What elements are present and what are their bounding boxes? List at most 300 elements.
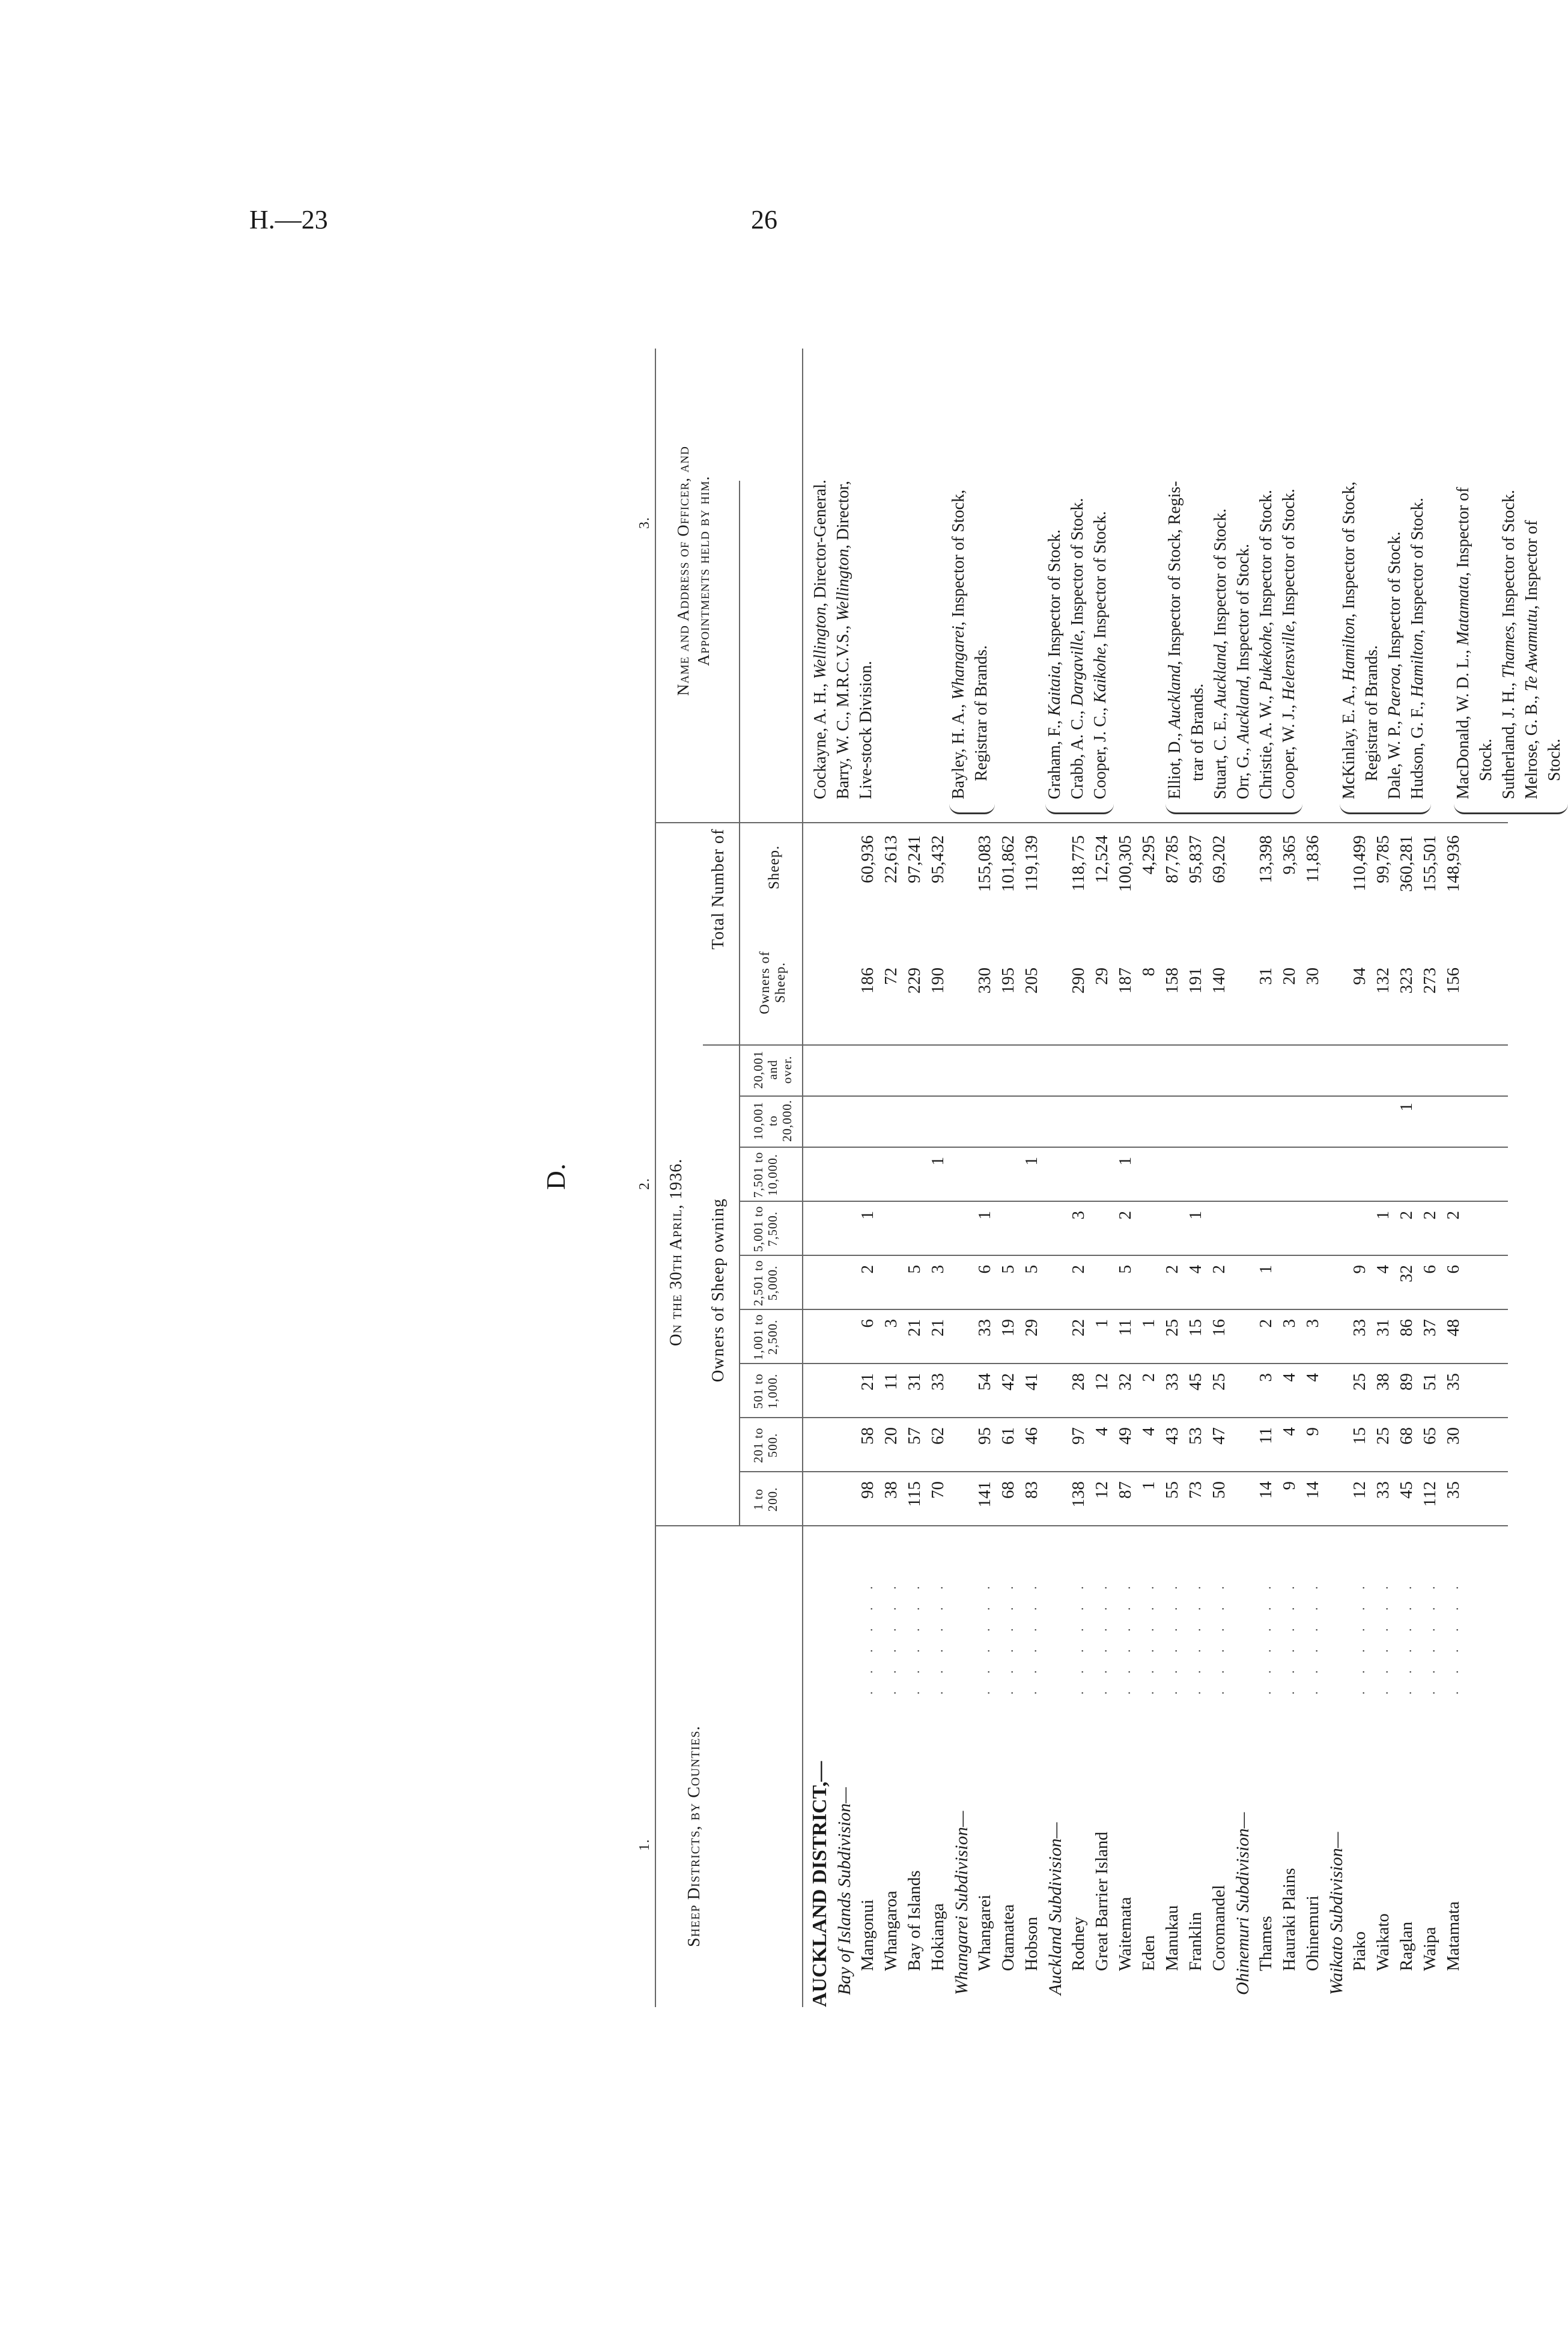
officer-role: , Inspector of Stock. bbox=[1068, 498, 1087, 634]
owner-count-cell: 1 bbox=[1139, 1319, 1158, 1328]
owner-count-cell: 46 bbox=[1022, 1427, 1041, 1445]
leader-dots: . . . . . . bbox=[1423, 1579, 1438, 1695]
size-col-rule bbox=[739, 1309, 1508, 1310]
total-sheep-cell: 110,499 bbox=[1350, 835, 1369, 892]
owner-count-cell: 11 bbox=[1256, 1427, 1275, 1444]
officer-line bbox=[949, 490, 968, 799]
officer-line bbox=[811, 480, 830, 799]
total-owners-cell: 323 bbox=[1397, 967, 1416, 994]
owner-count-cell: 4 bbox=[1280, 1373, 1299, 1382]
owner-count-cell: 68 bbox=[1397, 1427, 1416, 1445]
owner-count-cell: 53 bbox=[1186, 1427, 1205, 1445]
officer-line bbox=[1454, 487, 1473, 799]
header-rule-mid bbox=[739, 481, 740, 1526]
total-sheep-cell: 9,365 bbox=[1280, 835, 1299, 875]
owner-count-cell: 4 bbox=[1092, 1427, 1111, 1436]
officer-line bbox=[1363, 645, 1382, 781]
column-number-2: 2. bbox=[637, 1178, 652, 1190]
officer-town: Kaitaia bbox=[1045, 665, 1064, 716]
leader-dots: . . . . . . bbox=[1212, 1579, 1227, 1695]
size-col-rule bbox=[739, 1147, 1508, 1148]
owner-count-cell: 89 bbox=[1397, 1373, 1416, 1391]
owner-count-cell: 3 bbox=[1303, 1319, 1322, 1328]
officer-name: Hudson, G. F., bbox=[1408, 697, 1427, 799]
officer-name: MacDonald, W. D. L., bbox=[1454, 645, 1472, 799]
officer-role: , Inspector of Stock, Regis- bbox=[1165, 481, 1184, 665]
owner-count-cell: 4 bbox=[1303, 1373, 1322, 1382]
owner-count-cell: 2 bbox=[858, 1265, 877, 1274]
size-col-rule bbox=[739, 1255, 1508, 1256]
county-name: Coromandel bbox=[1209, 1885, 1229, 1971]
owner-count-cell: 5 bbox=[1116, 1265, 1135, 1274]
owner-count-cell: 2 bbox=[1069, 1265, 1088, 1274]
total-owners-cell: 156 bbox=[1444, 967, 1463, 994]
officer-role: , Inspector of Stock. bbox=[1408, 498, 1427, 634]
county-name: Piako bbox=[1350, 1931, 1369, 1971]
owner-count-cell: 68 bbox=[998, 1481, 1018, 1499]
officer-name: Stock. bbox=[1477, 739, 1495, 781]
officer-role: , Inspector of Stock. bbox=[1045, 529, 1064, 666]
officer-role: , Inspector of Stock. bbox=[1280, 489, 1298, 625]
size-class-header: 201 to 500. bbox=[751, 1427, 780, 1463]
owner-count-cell: 58 bbox=[858, 1427, 877, 1445]
officer-name: Melrose, G. B., bbox=[1522, 691, 1541, 799]
header-sheep: Sheep. bbox=[766, 845, 782, 889]
owner-count-cell: 41 bbox=[1022, 1373, 1041, 1391]
leader-dots: . . . . . . bbox=[1282, 1579, 1297, 1695]
total-owners-cell: 229 bbox=[905, 967, 924, 994]
owner-count-cell: 25 bbox=[1209, 1373, 1229, 1391]
size-class-header: 7,501 to 10,000. bbox=[751, 1151, 780, 1198]
county-name: Manukau bbox=[1162, 1905, 1182, 1971]
leader-dots: . . . . . . bbox=[1141, 1579, 1156, 1695]
owner-count-cell: 141 bbox=[975, 1481, 994, 1508]
total-owners-cell: 186 bbox=[858, 967, 877, 994]
owner-count-cell: 2 bbox=[1209, 1265, 1229, 1274]
group-brace bbox=[1454, 804, 1568, 814]
subdivision-title: Whangarei Subdivision— bbox=[952, 1811, 971, 1995]
owner-count-cell: 15 bbox=[1350, 1427, 1369, 1445]
owner-count-cell: 70 bbox=[928, 1481, 947, 1499]
officer-role: , Inspector of bbox=[1454, 487, 1472, 577]
size-class-header: 10,001 to 20,000. bbox=[751, 1100, 794, 1142]
size-class-header: 501 to 1,000. bbox=[751, 1373, 780, 1409]
officer-town: Hamilton bbox=[1408, 633, 1427, 698]
total-owners-cell: 140 bbox=[1209, 967, 1229, 994]
officer-town: Wellington bbox=[811, 606, 830, 680]
owner-count-cell: 115 bbox=[905, 1481, 924, 1507]
total-sheep-cell: 4,295 bbox=[1139, 835, 1158, 875]
owner-count-cell: 45 bbox=[1397, 1481, 1416, 1499]
leader-dots: . . . . . . bbox=[1188, 1579, 1203, 1695]
subdivision-title: Waikato Subdivision— bbox=[1326, 1832, 1346, 1995]
officer-role: , Inspector of bbox=[1522, 520, 1541, 610]
owner-count-cell: 35 bbox=[1444, 1373, 1463, 1391]
owner-count-cell: 21 bbox=[858, 1373, 877, 1391]
officer-town: Wellington bbox=[834, 549, 852, 621]
owner-count-cell: 3 bbox=[1256, 1373, 1275, 1382]
owner-count-cell: 1 bbox=[1092, 1319, 1111, 1328]
owner-count-cell: 12 bbox=[1092, 1373, 1111, 1391]
officer-line bbox=[1234, 544, 1253, 799]
total-sheep-cell: 155,083 bbox=[975, 835, 994, 892]
owner-count-cell: 97 bbox=[1069, 1427, 1088, 1445]
owner-count-cell: 25 bbox=[1373, 1427, 1393, 1445]
officer-town: Auckland bbox=[1234, 680, 1253, 744]
owner-count-cell: 57 bbox=[905, 1427, 924, 1445]
officer-name: Dale, W. P., bbox=[1385, 716, 1404, 799]
total-sheep-cell: 101,862 bbox=[998, 835, 1018, 892]
officer-town: Dargaville bbox=[1068, 633, 1087, 707]
owner-count-cell: 25 bbox=[1350, 1373, 1369, 1391]
owner-count-cell: 95 bbox=[975, 1427, 994, 1445]
group-brace bbox=[1045, 804, 1114, 814]
group-brace bbox=[1340, 804, 1431, 814]
officer-line bbox=[1522, 520, 1542, 799]
subdivision-title: Bay of Islands Subdivision— bbox=[834, 1787, 854, 1995]
officer-town: Kaikohe bbox=[1091, 647, 1110, 704]
owner-count-cell: 2 bbox=[1162, 1265, 1182, 1274]
header-officer-name-address: Name and Address of Officer, and Appointments held by him. bbox=[674, 446, 713, 696]
header-rule-bottom bbox=[802, 349, 803, 2007]
county-name: Hokianga bbox=[928, 1903, 947, 1971]
total-sheep-cell: 60,936 bbox=[858, 835, 877, 883]
officer-line bbox=[834, 481, 853, 799]
officer-role: , Inspector of Stock. bbox=[1500, 490, 1518, 626]
officer-line bbox=[972, 645, 991, 781]
owner-count-cell: 11 bbox=[881, 1373, 901, 1390]
leader-dots: . . . . . . bbox=[1001, 1579, 1016, 1695]
total-owners-cell: 290 bbox=[1069, 967, 1088, 994]
total-sheep-cell: 99,785 bbox=[1373, 835, 1393, 883]
leader-dots: . . . . . . bbox=[1352, 1579, 1367, 1695]
county-name: Ohinemuri bbox=[1303, 1895, 1322, 1971]
officer-town: Hamilton bbox=[1340, 617, 1358, 681]
owner-count-cell: 73 bbox=[1186, 1481, 1205, 1499]
leader-dots: . . . . . . bbox=[1446, 1579, 1461, 1695]
officer-line bbox=[1477, 739, 1496, 781]
owner-count-cell: 3 bbox=[928, 1265, 947, 1274]
officer-name: Elliot, D., bbox=[1165, 728, 1184, 799]
county-name: Thames bbox=[1256, 1916, 1275, 1971]
officer-role: , Director-General. bbox=[811, 480, 830, 607]
total-owners-cell: 205 bbox=[1022, 967, 1041, 994]
owner-count-cell: 5 bbox=[1022, 1265, 1041, 1274]
group-brace bbox=[1165, 804, 1302, 814]
total-owners-cell: 132 bbox=[1373, 967, 1393, 994]
owner-count-cell: 2 bbox=[1139, 1373, 1158, 1382]
owner-count-cell: 38 bbox=[881, 1481, 901, 1499]
county-name: Eden bbox=[1139, 1935, 1158, 1971]
officer-town: Te Awamutu bbox=[1522, 609, 1541, 692]
county-name: Mangonui bbox=[858, 1899, 877, 1971]
officer-line bbox=[1188, 683, 1208, 781]
owner-count-cell: 50 bbox=[1209, 1481, 1229, 1499]
officer-role: , Inspector of Stock, bbox=[949, 489, 968, 626]
leader-dots: . . . . . . bbox=[1259, 1579, 1274, 1695]
owner-count-cell: 48 bbox=[1444, 1319, 1463, 1336]
owner-count-cell: 2 bbox=[1397, 1211, 1416, 1220]
owner-count-cell: 49 bbox=[1116, 1427, 1135, 1445]
owner-count-cell: 2 bbox=[1444, 1211, 1463, 1220]
total-sheep-cell: 22,613 bbox=[881, 835, 901, 883]
county-name: Waikato bbox=[1373, 1913, 1393, 1971]
owner-count-cell: 6 bbox=[1444, 1265, 1463, 1274]
owner-count-cell: 1 bbox=[1186, 1211, 1205, 1220]
owner-count-cell: 1 bbox=[1373, 1211, 1393, 1220]
owner-count-cell: 2 bbox=[1420, 1211, 1439, 1220]
owner-count-cell: 12 bbox=[1092, 1481, 1111, 1499]
col-rule-2 bbox=[703, 1044, 1508, 1046]
total-sheep-cell: 11,836 bbox=[1303, 835, 1322, 883]
col-rule-1 bbox=[655, 1525, 1508, 1526]
size-class-header: 20,001 and over. bbox=[751, 1050, 794, 1089]
owner-count-cell: 4 bbox=[1139, 1427, 1158, 1436]
owner-count-cell: 5 bbox=[905, 1265, 924, 1274]
owner-count-cell: 9 bbox=[1350, 1265, 1369, 1274]
county-name: Waitemata bbox=[1116, 1897, 1135, 1971]
owner-count-cell: 31 bbox=[1373, 1319, 1393, 1336]
officer-line bbox=[1165, 481, 1185, 799]
total-sheep-cell: 95,432 bbox=[928, 835, 947, 883]
officer-name: Orr, G., bbox=[1234, 743, 1253, 799]
leader-dots: . . . . . . bbox=[1305, 1579, 1320, 1695]
county-name: Waipa bbox=[1420, 1927, 1439, 1971]
col-rule-3 bbox=[655, 822, 1508, 823]
owner-count-cell: 14 bbox=[1303, 1481, 1322, 1499]
officer-name: Barry, W. C., M.R.C.V.S., bbox=[834, 621, 852, 799]
owner-count-cell: 3 bbox=[1280, 1319, 1299, 1328]
total-sheep-cell: 118,775 bbox=[1069, 835, 1088, 892]
owner-count-cell: 15 bbox=[1186, 1319, 1205, 1336]
owner-count-cell: 1 bbox=[1116, 1157, 1135, 1166]
total-sheep-cell: 360,281 bbox=[1397, 835, 1416, 892]
officer-line bbox=[1091, 511, 1110, 800]
owner-count-cell: 33 bbox=[1350, 1319, 1369, 1336]
owner-count-cell: 1 bbox=[1139, 1481, 1158, 1490]
size-col-rule bbox=[739, 1471, 1508, 1472]
leader-dots: . . . . . . bbox=[884, 1579, 899, 1695]
officer-town: Helensville bbox=[1280, 624, 1298, 701]
total-sheep-cell: 155,501 bbox=[1420, 835, 1439, 892]
owner-count-cell: 87 bbox=[1116, 1481, 1135, 1499]
officer-line bbox=[1045, 529, 1065, 799]
leader-dots: . . . . . . bbox=[1118, 1579, 1133, 1695]
total-owners-cell: 330 bbox=[975, 967, 994, 994]
size-class-header: 2,501 to 5,000. bbox=[751, 1260, 780, 1306]
group-brace bbox=[949, 804, 995, 814]
size-col-rule bbox=[739, 1095, 1508, 1097]
county-name: Whangaroa bbox=[881, 1891, 901, 1971]
owner-count-cell: 11 bbox=[1116, 1319, 1135, 1336]
size-class-header: 1,001 to 2,500. bbox=[751, 1314, 780, 1361]
total-sheep-cell: 13,398 bbox=[1256, 835, 1275, 883]
owner-count-cell: 9 bbox=[1280, 1481, 1299, 1490]
county-name: Bay of Islands bbox=[905, 1870, 924, 1971]
total-owners-cell: 8 bbox=[1139, 967, 1158, 977]
page-number: 26 bbox=[751, 205, 777, 234]
total-owners-cell: 72 bbox=[881, 967, 901, 985]
header-total-number-of: Total Number of bbox=[709, 828, 728, 949]
owner-count-cell: 9 bbox=[1303, 1427, 1322, 1436]
total-sheep-cell: 12,524 bbox=[1092, 835, 1111, 883]
owner-count-cell: 43 bbox=[1162, 1427, 1182, 1445]
owner-count-cell: 55 bbox=[1162, 1481, 1182, 1499]
owner-count-cell: 65 bbox=[1420, 1427, 1439, 1445]
owner-count-cell: 6 bbox=[1420, 1265, 1439, 1274]
officer-role: , Inspector of Stock. bbox=[1257, 490, 1275, 626]
owner-count-cell: 30 bbox=[1444, 1427, 1463, 1445]
owner-count-cell: 14 bbox=[1256, 1481, 1275, 1499]
district-title: AUCKLAND DISTRICT,— bbox=[809, 1761, 831, 2007]
leader-dots: . . . . . . bbox=[1376, 1579, 1391, 1695]
officer-line bbox=[1280, 489, 1299, 799]
county-name: Raglan bbox=[1397, 1921, 1416, 1971]
officer-town: Paeroa bbox=[1385, 667, 1404, 717]
officer-line bbox=[1257, 490, 1276, 799]
rotated-table bbox=[529, 276, 1564, 2079]
owner-count-cell: 22 bbox=[1069, 1319, 1088, 1336]
officer-line bbox=[1340, 481, 1359, 799]
owner-count-cell: 4 bbox=[1186, 1265, 1205, 1274]
officer-name: Cooper, J. C., bbox=[1091, 703, 1110, 799]
officer-role: , Inspector of Stock. bbox=[1091, 511, 1110, 647]
subdivision-title: Auckland Subdivision— bbox=[1045, 1822, 1065, 1995]
header-rule-top bbox=[655, 349, 656, 2007]
county-name: Hobson bbox=[1022, 1916, 1041, 1971]
officer-name: Live-stock Division. bbox=[857, 660, 875, 799]
owner-count-cell: 1 bbox=[1022, 1157, 1041, 1166]
owner-count-cell: 29 bbox=[1022, 1319, 1041, 1336]
owner-count-cell: 37 bbox=[1420, 1319, 1439, 1336]
owner-count-cell: 1 bbox=[858, 1211, 877, 1220]
total-sheep-cell: 100,305 bbox=[1116, 835, 1135, 892]
owner-count-cell: 138 bbox=[1069, 1481, 1088, 1508]
owner-count-cell: 21 bbox=[928, 1319, 947, 1336]
officer-line bbox=[1408, 498, 1427, 799]
owner-count-cell: 83 bbox=[1022, 1481, 1041, 1499]
header-owners-of-sheep: Owners of Sheep. bbox=[757, 951, 788, 1014]
page-reference: H.—23 bbox=[249, 205, 328, 234]
owner-count-cell: 6 bbox=[858, 1319, 877, 1328]
total-owners-cell: 190 bbox=[928, 967, 947, 994]
owner-count-cell: 33 bbox=[1373, 1481, 1393, 1499]
owner-count-cell: 6 bbox=[975, 1265, 994, 1274]
owner-count-cell: 4 bbox=[1280, 1427, 1299, 1436]
total-owners-cell: 187 bbox=[1116, 967, 1135, 994]
owner-count-cell: 28 bbox=[1069, 1373, 1088, 1391]
officer-name: Cooper, W. J., bbox=[1280, 700, 1298, 799]
officer-town: Thames bbox=[1500, 626, 1518, 678]
subdivision-title: Ohinemuri Subdivision— bbox=[1233, 1812, 1253, 1995]
owner-count-cell: 47 bbox=[1209, 1427, 1229, 1445]
total-sheep-cell: 119,139 bbox=[1022, 835, 1041, 892]
owner-count-cell: 5 bbox=[998, 1265, 1018, 1274]
owner-count-cell: 2 bbox=[1256, 1319, 1275, 1328]
officer-line bbox=[1385, 532, 1405, 799]
total-sheep-cell: 69,202 bbox=[1209, 835, 1229, 883]
leader-dots: . . . . . . bbox=[1399, 1579, 1414, 1695]
owner-count-cell: 38 bbox=[1373, 1373, 1393, 1391]
owner-count-cell: 31 bbox=[905, 1373, 924, 1391]
leader-dots: . . . . . . bbox=[977, 1579, 992, 1695]
total-sheep-cell: 95,837 bbox=[1186, 835, 1205, 883]
owner-count-cell: 33 bbox=[928, 1373, 947, 1391]
owner-count-cell: 12 bbox=[1350, 1481, 1369, 1499]
officer-name: Crabb, A. C., bbox=[1068, 706, 1087, 799]
officer-role: , Inspector of Stock. bbox=[1234, 543, 1253, 680]
county-name: Matamata bbox=[1444, 1901, 1463, 1971]
county-name: Great Barrier Island bbox=[1092, 1832, 1111, 1971]
total-owners-cell: 191 bbox=[1186, 967, 1205, 994]
owner-count-cell: 33 bbox=[1162, 1373, 1182, 1391]
owner-count-cell: 1 bbox=[1256, 1265, 1275, 1274]
officer-name: Registrar of Brands. bbox=[1363, 645, 1381, 781]
column-header-sheep-districts: Sheep Districts, by Counties. bbox=[685, 1725, 703, 1947]
officer-name: Registrar of Brands. bbox=[972, 645, 991, 781]
county-name: Otamatea bbox=[998, 1904, 1018, 1971]
owner-count-cell: 62 bbox=[928, 1427, 947, 1445]
officer-town: Auckland bbox=[1165, 665, 1184, 729]
owner-count-cell: 2 bbox=[1116, 1211, 1135, 1220]
owner-count-cell: 32 bbox=[1116, 1373, 1135, 1391]
owner-count-cell: 54 bbox=[975, 1373, 994, 1391]
size-col-rule bbox=[739, 1363, 1508, 1364]
officer-name: Cockayne, A. H., bbox=[811, 679, 830, 799]
officer-line bbox=[1211, 508, 1230, 799]
leader-dots: . . . . . . bbox=[860, 1579, 875, 1695]
officer-town: Pukekohe bbox=[1257, 626, 1275, 692]
officer-name: Sutherland, J. H., bbox=[1500, 678, 1518, 799]
leader-dots: . . . . . . bbox=[1024, 1579, 1039, 1695]
column-number-3: 3. bbox=[637, 517, 652, 529]
date-header: On the 30th April, 1936. bbox=[667, 1158, 685, 1346]
officer-role: , Inspector of Stock, bbox=[1340, 481, 1358, 618]
total-owners-cell: 30 bbox=[1303, 967, 1322, 985]
column-number-1: 1. bbox=[637, 1839, 652, 1851]
owner-count-cell: 4 bbox=[1373, 1265, 1393, 1274]
total-owners-cell: 273 bbox=[1420, 967, 1439, 994]
officer-town: Whangarei bbox=[949, 626, 968, 700]
officer-role: , Inspector of Stock. bbox=[1211, 508, 1230, 645]
total-sheep-cell: 97,241 bbox=[905, 835, 924, 883]
owner-count-cell: 19 bbox=[998, 1319, 1018, 1336]
size-col-rule bbox=[739, 1417, 1508, 1418]
officer-name: Graham, F., bbox=[1045, 716, 1064, 799]
officer-name: McKinlay, E. A., bbox=[1340, 681, 1358, 799]
total-owners-cell: 94 bbox=[1350, 967, 1369, 985]
officer-name: Stock. bbox=[1545, 739, 1564, 781]
header-owners-of-sheep-owning: Owners of Sheep owning bbox=[709, 1198, 728, 1382]
officer-line bbox=[857, 661, 876, 799]
leader-dots: . . . . . . bbox=[1071, 1579, 1086, 1695]
officer-line bbox=[1068, 498, 1087, 799]
owner-count-cell: 1 bbox=[975, 1211, 994, 1220]
owner-count-cell: 45 bbox=[1186, 1373, 1205, 1391]
total-owners-cell: 20 bbox=[1280, 967, 1299, 985]
officer-role: , Director, bbox=[834, 481, 852, 549]
total-owners-cell: 195 bbox=[998, 967, 1018, 994]
total-owners-cell: 29 bbox=[1092, 967, 1111, 985]
owner-count-cell: 35 bbox=[1444, 1481, 1463, 1499]
owner-count-cell: 112 bbox=[1420, 1481, 1439, 1507]
total-sheep-cell: 87,785 bbox=[1162, 835, 1182, 883]
officer-line bbox=[1545, 739, 1564, 781]
owner-count-cell: 1 bbox=[1397, 1103, 1416, 1112]
officer-name: Stuart, C. E., bbox=[1211, 708, 1230, 799]
owner-count-cell: 42 bbox=[998, 1373, 1018, 1391]
officer-town: Matamata bbox=[1454, 576, 1472, 646]
